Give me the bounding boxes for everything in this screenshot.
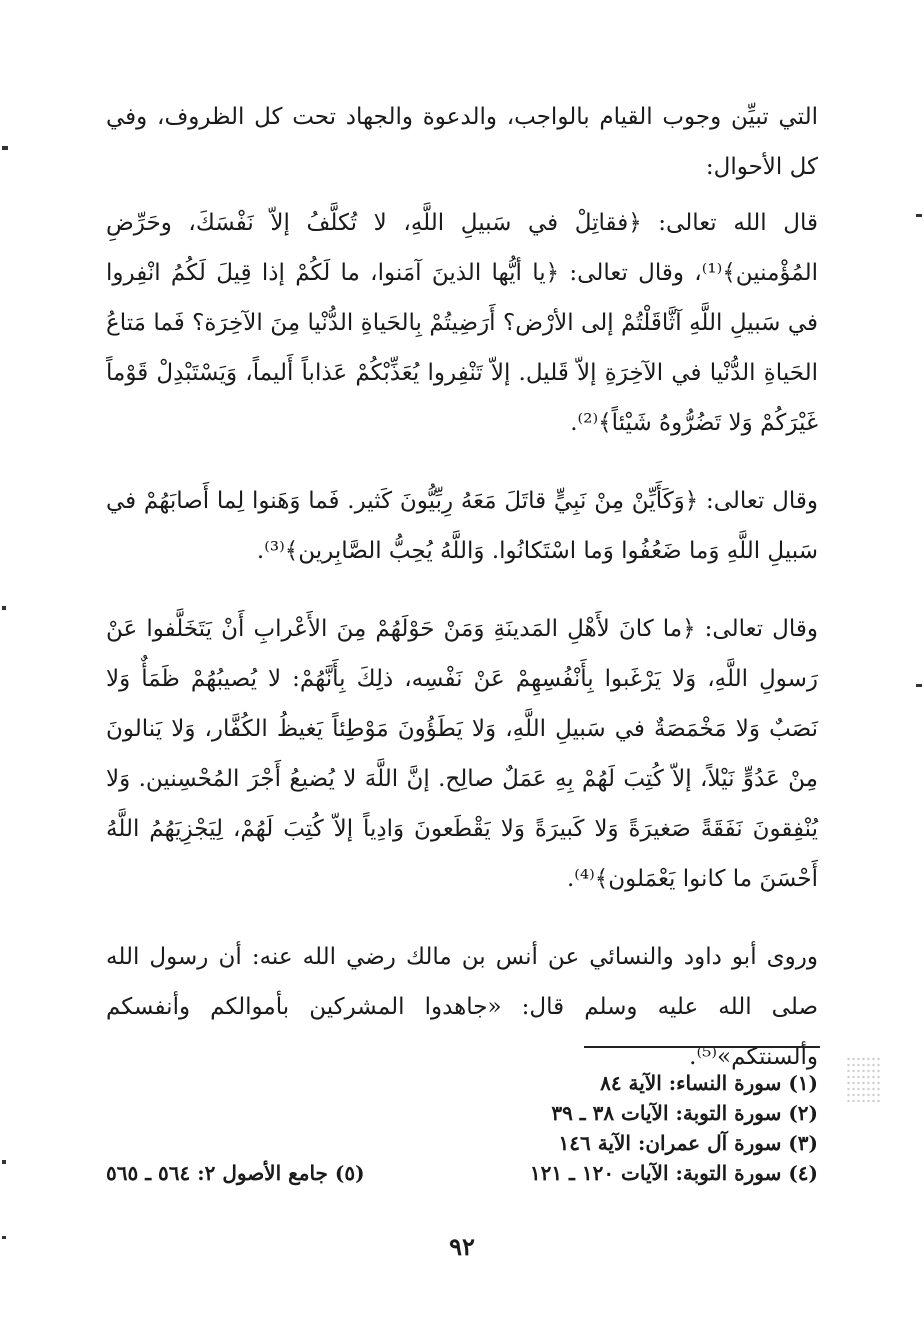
footnote-1: (١) سورة النساء: الآية ٨٤ [600, 1071, 818, 1095]
scan-mark [2, 606, 6, 610]
footnote-4: (٤) سورة التوبة: الآيات ١٢٠ ـ ١٢١ [529, 1161, 818, 1185]
hadith-paragraph: وروى أبو داود والنسائي عن أنس بن مالك رضي الله عنه: أن رسول الله صلى الله عليه وسلم قال: «جاهدوا المشركين بأموالكم وأنفسكم وألسنتكم»⁽⁵⁾. [106, 944, 818, 1070]
scan-mark [916, 214, 922, 217]
footnote-5: (٥) جامع الأصول ٢: ٥٦٤ ـ ٥٦٥ [106, 1161, 365, 1185]
verse-paragraph-3: وقال تعالى: ﴿ما كانَ لأَهْلِ المَدينَةِ وَمَنْ حَوْلَهُمْ مِنَ الأَعْرابِ أَنْ يَتَخَلَّفوا عَنْ رَسولِ اللَّهِ، وَلا يَرْغَبوا بِأَنْفُسِهِمْ عَنْ نَفْسِه، ذلِكَ بِأَنَّهُمْ: لا يُصيبُهُمْ ظَمَأٌ وَلا نَصَبٌ وَلا مَخْمَصَةٌ في سَبيلِ اللَّهِ، وَلا يَطَؤُونَ مَوْطِئاً يَغيظُ الكُفَّار، وَلا يَنالونَ مِنْ عَدُوٍّ نَيْلاً، إلاّ كُتِبَ لَهُمْ بِهِ عَمَلٌ صالِح. إنَّ اللَّهَ لا يُضيعُ أَجْرَ المُحْسِنين. وَلا يُنْفِقونَ نَفَقَةً صَغيرَةً وَلا كَبيرَةً وَلا يَقْطَعونَ وَادِياً إلاّ كُتِبَ لَهُمْ، لِيَجْزِيَهُمُ اللَّهُ أَحْسَنَ ما كانوا يَعْمَلون﴾⁽⁴⁾. [106, 616, 818, 892]
footnote-2: (٢) سورة التوبة: الآيات ٣٨ ـ ٣٩ [551, 1101, 818, 1125]
intro-paragraph: التي تبيِّن وجوب القيام بالواجب، والدعوة والجهاد تحت كل الظروف، وفي كل الأحوال: [106, 104, 818, 180]
footnote-divider [584, 1046, 820, 1048]
verse-paragraph-1: قال الله تعالى: ﴿فقاتِلْ في سَبيلِ اللَّهِ، لا تُكلَّفُ إلاّ نَفْسَكَ، وحَرِّضِ المُؤْمنين﴾⁽¹⁾، وقال تعالى: ﴿يا أيُّها الذينَ آمَنوا، ما لَكُمْ إذا قِيلَ لَكُمُ انْفِروا في سَبيلِ اللَّهِ آثَّاقَلْتُمْ إلى الأرْض؟ أَرَضِيتُمْ بِالحَياةِ الدُّنْيا مِنَ الآخِرَة؟ فَما مَتاعُ الحَياةِ الدُّنْيا في الآخِرَةِ إلاّ قَليل. إلاّ تَنْفِروا يُعَذِّبْكُمْ عَذاباً أَليماً، وَيَسْتَبْدِلْ قَوْماً غَيْرَكُمْ وَلا تَضُرُّوهُ شَيْئاً﴾⁽²⁾. [106, 210, 818, 436]
footnotes [106, 1068, 818, 1188]
verse-paragraph-2: وقال تعالى: ﴿وَكَأَيِّنْ مِنْ نَبِيٍّ قاتَلَ مَعَهُ رِبِّيُّونَ كَثير. فَما وَهَنوا لِما أَصابَهُمْ في سَبيلِ اللَّهِ وَما ضَعُفُوا وَما اسْتَكانُوا. وَاللَّهُ يُحِبُّ الصَّابِرين﴾⁽³⁾. [106, 488, 818, 564]
scan-speckle [846, 1056, 880, 1102]
scan-mark [916, 684, 922, 687]
scan-mark [2, 146, 8, 150]
scan-mark [2, 1236, 6, 1239]
footnote-3: (٣) سورة آل عمران: الآية ١٤٦ [558, 1131, 818, 1155]
footnote-row-4-5 [106, 1158, 818, 1188]
scan-mark [2, 1160, 6, 1164]
main-text [106, 92, 818, 1082]
page-number: ٩٢ [449, 1232, 475, 1261]
